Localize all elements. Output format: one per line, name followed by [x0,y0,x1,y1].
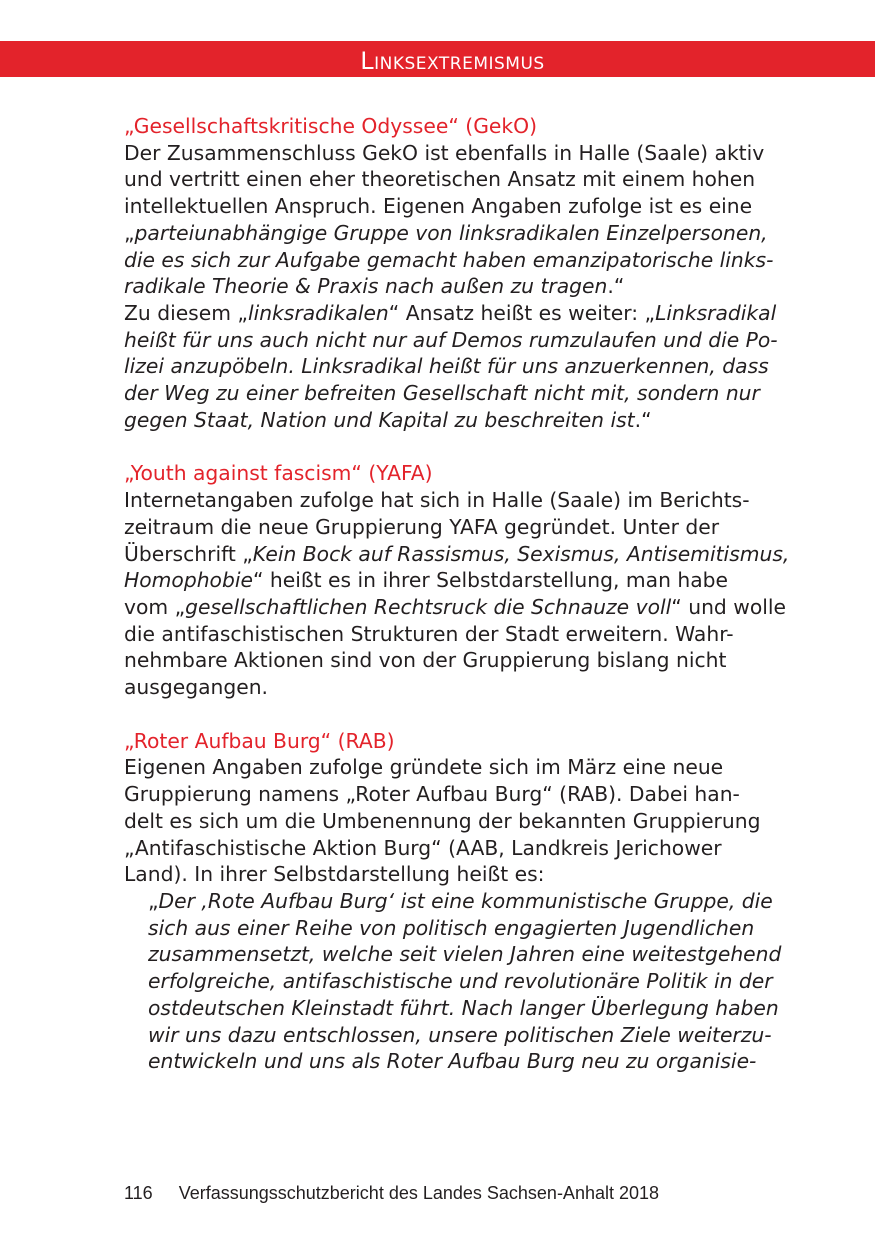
section-heading: „Youth against fascism“ (YAFA) [124,461,433,486]
quoted-text: heißt für uns auch nicht nur auf Demos rumzulaufen und die Po- [124,327,778,352]
quoted-text: parteiunabhängige Gruppe von linksradikalen Einzelpersonen, [134,220,768,245]
page-number: 116 [124,1183,153,1203]
section-body [124,140,778,434]
quoted-text: entwickeln und uns als Roter Aufbau Burg neu zu organisie- [148,1049,757,1074]
text-run: “ heißt es in ihrer Selbstdarstellung, man habe [252,568,728,593]
text-line [124,567,764,594]
quoted-text: zusammensetzt, welche seit vielen Jahren eine weitestgehend [148,942,782,967]
text-line [124,193,764,220]
text-run: die antifaschistischen Strukturen der Stadt erweitern. Wahr- [124,621,734,646]
text-line [124,407,764,434]
quoted-text: gesellschaftlichen Rechtsruck die Schnauze voll [185,594,672,619]
quoted-text: linksradikalen [247,300,389,325]
text-run: vom „ [124,594,186,619]
text-line [124,380,764,407]
quote-line [124,888,773,915]
text-run: .“ [634,407,652,432]
text-run: Eigenen Angaben zufolge gründete sich im März eine neue [124,755,724,780]
quote-line [124,941,782,968]
text-line [124,327,778,354]
quoted-text: Kein Bock auf Rassismus, Sexismus, Antisemitismus, [252,541,790,566]
text-run: .“ [607,274,625,299]
section-body [124,487,790,701]
text-line [124,781,764,808]
text-line [124,647,764,674]
section [124,728,782,1075]
text-line [124,247,774,274]
text-run: Internetangaben zufolge hat sich in Halle (Saale) im Berichts- [124,488,750,513]
quoted-text: Homophobie [124,568,253,593]
section [124,460,790,700]
quoted-text: erfolgreiche, antifaschistische und revolutionäre Politik in der [148,969,773,994]
quote-line [124,1048,764,1075]
text-line [124,273,764,300]
quoted-text: lizei anzupöbeln. Linksradikal heißt für uns anzuerkennen, dass [124,354,769,379]
footer-publication-title: Verfassungsschutzbericht des Landes Sachsen-Anhalt 2018 [178,1183,660,1203]
main-content [124,113,790,1075]
quoted-text: Der ‚Rote Aufbau Burg‘ ist eine kommunistische Gruppe, die [158,888,773,913]
text-run: “ Ansatz heißt es weiter: „ [388,300,656,325]
section-heading: „Roter Aufbau Burg“ (RAB) [124,728,395,753]
text-run: und vertritt einen eher theoretischen Ansatz mit einem hohen [124,167,756,192]
section [124,113,778,433]
text-run: zeitraum die neue Gruppierung YAFA gegründet. Unter der [124,514,720,539]
text-run: Der Zusammenschluss GekO ist ebenfalls in Halle (Saale) aktiv [124,140,765,165]
text-run: „ [124,220,135,245]
text-line [124,514,764,541]
text-line [124,541,790,568]
text-line [124,220,768,247]
quote-line [124,995,779,1022]
text-line [124,808,764,835]
text-line [124,754,764,781]
page-section-title: Linksextremismus [360,47,545,75]
quoted-text: Linksradikal [655,300,777,325]
quoted-text: sich aus einer Reihe von politisch engagierten Jugendlichen [148,915,755,940]
text-line [124,621,764,648]
text-run: Überschrift „ [124,541,253,566]
text-line [124,594,786,621]
text-run: Gruppierung namens „Roter Aufbau Burg“ (RAB). Dabei han- [124,782,740,807]
text-run: delt es sich um die Umbenennung der bekannten Gruppierung [124,808,761,833]
text-line [124,674,764,701]
text-line [124,487,764,514]
text-run: Zu diesem „ [124,300,248,325]
text-run: nehmbare Aktionen sind von der Gruppierung bislang nicht [124,648,727,673]
page-footer [124,1182,659,1204]
section-heading: „Gesellschaftskritische Odyssee“ (GekO) [124,114,538,138]
quote-line [124,968,773,995]
text-line [124,353,769,380]
quoted-text: radikale Theorie & Praxis nach außen zu tragen [124,274,608,299]
text-run: Land). In ihrer Selbstdarstellung heißt es: [124,862,545,887]
text-run: „ [148,888,159,913]
text-line [124,140,764,167]
quoted-text: wir uns dazu entschlossen, unsere politischen Ziele weiterzu- [148,1022,772,1047]
text-run: ausgegangen. [124,675,269,700]
quoted-text: die es sich zur Aufgabe gemacht haben emanzipatorische links- [124,247,774,272]
text-line [124,300,777,327]
quoted-text: gegen Staat, Nation und Kapital zu beschreiten ist [124,407,635,432]
text-run: “ und wolle [671,594,786,619]
section-body [124,754,782,1074]
quoted-text: der Weg zu einer befreiten Gesellschaft nicht mit, sondern nur [124,381,760,406]
text-line [124,835,764,862]
quoted-text: ostdeutschen Kleinstadt führt. Nach langer Überlegung haben [148,995,779,1020]
quote-line [124,1022,772,1049]
text-line [124,166,764,193]
quote-line [124,915,764,942]
text-line [124,861,764,888]
text-run: „Antifaschistische Aktion Burg“ (AAB, Landkreis Jerichower [124,835,722,860]
text-run: intellektuellen Anspruch. Eigenen Angaben zufolge ist es eine [124,194,753,219]
